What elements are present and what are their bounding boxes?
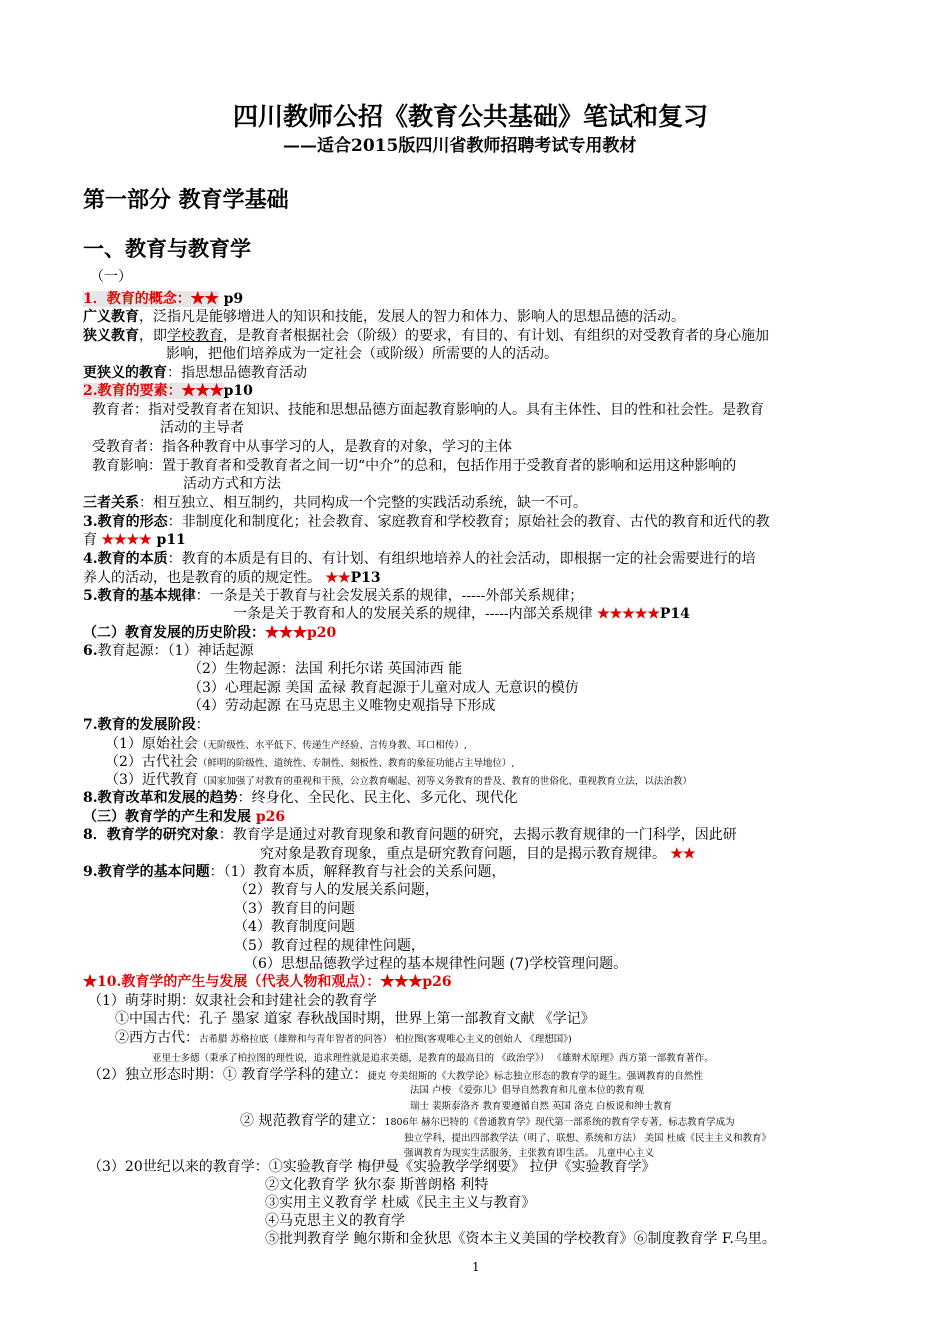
- item-8-research-line: [83, 826, 737, 844]
- stage-label: （1）原始社会: [105, 736, 198, 752]
- school-education-link[interactable]: 学校教育: [167, 328, 223, 344]
- definition-text: ：指思想品德教育活动: [167, 365, 307, 381]
- item-4-continued: [83, 569, 381, 587]
- dewey-note: 强调教育为现实生活服务，主张教育即生活。 儿童中心主义: [404, 1148, 655, 1159]
- term-label: 狭义教育: [83, 328, 139, 344]
- normative-pedagogy-line: [240, 1112, 735, 1132]
- definition-text: ：教育的本质是有目的、有计划、有组织地培养人的社会活动，即根据一定的社会需要进行的培: [167, 551, 756, 567]
- chapter-title: 一、教育与教育学: [83, 236, 251, 261]
- three-relations-line: [83, 494, 587, 512]
- item-label: 7.教育的发展阶段: [83, 717, 196, 733]
- continued-text: 养人的活动，也是教育的质的规定性。: [83, 570, 326, 586]
- star-rating: ★★: [190, 291, 219, 307]
- item-label: 3.教育的形态: [83, 514, 168, 530]
- sprout-period-line: （1）萌芽时期：奴隶社会和封建社会的教育学: [88, 993, 377, 1009]
- stage-label: （2）古代社会: [105, 754, 198, 770]
- definition-text: ，是教育者根据社会（阶级）的要求，有目的、有计划、有组织的对受教育者的身心施加: [223, 328, 769, 344]
- item-10-heading: [83, 973, 452, 991]
- ancient-west-line: [115, 1029, 572, 1049]
- definition-text: ：教育学是通过对教育现象和教育问题的研究，去揭示教育规律的一门科学，因此研: [218, 827, 737, 843]
- marxist-pedagogy-line: ④马克思主义的教育学: [265, 1213, 405, 1229]
- star-rating: ★★★★★: [597, 606, 660, 622]
- section-label: （二）教育发展的历史阶段：: [83, 625, 265, 641]
- stage-note: （无阶级性、水平低下、传递生产经验、言传身教、耳口相传）,: [197, 740, 467, 751]
- page-ref: p26: [422, 974, 452, 990]
- narrow-education-continued: 影响，把他们培养成为一定社会（或阶级）所需要的人的活动。: [166, 346, 558, 362]
- stage-modern: [105, 771, 692, 791]
- stage-primitive: [105, 735, 467, 755]
- item-label: 4.教育的本质: [83, 551, 168, 567]
- star-rating: ★★★: [265, 625, 307, 641]
- basic-question-5: （5）教育过程的规律性问题，: [234, 938, 425, 954]
- basic-question-2: （2）教育与人的发展关系问题，: [234, 882, 439, 898]
- herbart-note-continued: 独立学科，提出四部教学法（明了、联想、系统和方法） 美国 杜威《民主主义和教育》: [404, 1133, 772, 1144]
- item-2-heading: [83, 382, 253, 400]
- section-two-heading: [83, 624, 336, 642]
- page-ref: P13: [350, 570, 381, 586]
- text-prefix: ，即: [139, 328, 167, 344]
- definition-text: ：非制度化和制度化；社会教育、家庭教育和学校教育；原始社会的教育、古代的教育和近代的教: [167, 514, 770, 530]
- learner-definition: 受教育者：指各种教育中从事学习的人，是教育的对象，学习的主体: [92, 439, 512, 455]
- item-label: 9.教育学的基本问题: [83, 864, 210, 880]
- item-8-research-continued: [260, 845, 696, 863]
- item-9-line: [83, 863, 506, 881]
- rousseau-note: 法国 卢梭 《爱弥儿》倡导自然教育和儿童本位的教育观: [410, 1085, 645, 1096]
- star-rating: ★★: [325, 570, 351, 586]
- item-1-heading: [83, 290, 243, 308]
- page-number: 1: [472, 1260, 480, 1274]
- definition-text: ：一条是关于教育与社会发展关系的规律，-----外部关系规律；: [195, 588, 584, 604]
- item-6-line: [83, 642, 254, 660]
- ancient-china-line: ①中国古代：孔子 墨家 道家 春秋战国时期，世界上第一部教育文献 《学记》: [115, 1011, 595, 1027]
- definition-text: 教育起源：（1）神话起源: [97, 643, 254, 659]
- page-ref: p9: [218, 291, 244, 307]
- twentieth-century-line: （3）20世纪以来的教育学：①实验教育学 梅伊曼《实验教学学纲要》 拉伊《实验教育学》: [88, 1159, 656, 1175]
- stage-note: （鲜明的阶级性、道统性、专制性、刻板性、教育的象征功能占主导地位）,: [197, 758, 515, 769]
- pestalozzi-locke-note: 瑞士 裴斯泰洛齐 教育要遵循自然 英国 洛克 白板说和绅士教育: [410, 1101, 673, 1112]
- item-8-trends-line: [83, 789, 518, 807]
- ancient-west-label: ②西方古代：: [115, 1030, 199, 1046]
- star-rating: ★★★: [181, 383, 224, 399]
- item-label: 6.: [83, 643, 98, 659]
- page-ref: p11: [151, 532, 186, 548]
- item-label: 10.教育学的产生与发展（代表人物和观点）：: [97, 974, 381, 990]
- star-rating: ★★★★: [101, 532, 152, 548]
- continued-text: 究对象是教育现象，重点是研究教育问题，目的是揭示教育规律。: [260, 846, 671, 862]
- broad-education-line: [83, 308, 685, 326]
- section-three-heading: [83, 808, 285, 826]
- cultural-pedagogy-line: ②文化教育学 狄尔泰 斯普朗格 利特: [265, 1177, 489, 1193]
- comenius-note: 捷克 夸美纽斯的《大教学论》标志独立形态的教育学的诞生。强调教育的自然性: [367, 1071, 703, 1082]
- page-ref: P14: [659, 606, 690, 622]
- item-label: 2.教育的要素：: [83, 383, 182, 399]
- herbart-note: 1806年 赫尔巴特的《普通教育学》现代第一部系统的教育学专著，标志教育学成为: [384, 1117, 735, 1128]
- definition-text: ：相互独立、相互制约，共同构成一个完整的实践活动系统，缺一不可。: [139, 495, 587, 511]
- stage-label: （3）近代教育: [105, 772, 198, 788]
- section-one-heading: （一）: [90, 269, 132, 285]
- pragmatism-line: ③实用主义教育学 杜威《民主主义与教育》: [265, 1195, 536, 1211]
- page-ref: p10: [223, 383, 253, 399]
- item-label: 8.教育改革和发展的趋势: [83, 790, 238, 806]
- definition-text: ：（1）教育本质，解释教育与社会的关系问题，: [209, 864, 506, 880]
- educational-influence-continued: 活动方式和方法: [183, 476, 281, 492]
- origin-biological: （2）生物起源：法国 利托尔诺 英国沛西 能: [188, 661, 463, 677]
- item-5-continued: [233, 605, 690, 623]
- narrow-education-line: [83, 327, 769, 345]
- basic-question-3: （3）教育目的问题: [234, 901, 355, 917]
- star-icon: ★: [83, 974, 97, 990]
- item-5-line: [83, 587, 583, 605]
- term-label: 广义教育: [83, 309, 139, 325]
- educator-definition: 教育者：指对受教育者在知识、技能和思想品德方面起教育影响的人。具有主体性、目的性和社会性。是教育: [92, 402, 764, 418]
- definition-text: ，泛指凡是能够增进人的知识和技能，发展人的智力和体力、影响人的思想品德的活动。: [139, 309, 685, 325]
- item-7-line: [83, 716, 210, 734]
- section-label: （三）教育学的产生和发展: [83, 809, 251, 825]
- origin-psychological: （3）心理起源 美国 孟禄 教育起源于儿童对成人 无意识的模仿: [188, 680, 579, 696]
- star-rating: ★★★: [380, 974, 423, 990]
- educational-influence-definition: 教育影响：置于教育者和受教育者之间一切“中介”的总和，包括作用于受教育者的影响和运用这种影响的: [92, 458, 737, 474]
- educator-definition-continued: 活动的主导者: [160, 420, 244, 436]
- item-4-line: [83, 550, 756, 568]
- origin-labor: （4）劳动起源 在马克思主义唯物史观指导下形成: [188, 698, 496, 714]
- item-3-continued: [83, 531, 186, 549]
- ancient-west-note: 古希腊 苏格拉底（雄辩和与青年智者的问答） 柏拉图(客观唯心主义的创始人 《理想国》): [199, 1034, 572, 1045]
- aristotle-note: 亚里士多德（秉承了柏拉图的理性说，追求理性就是追求美德，是教育的最高目的 《政治学》） 《雄辩术原理》西方第一部教育著作。: [152, 1053, 714, 1064]
- item-label: 5.教育的基本规律: [83, 588, 196, 604]
- definition-text: ：终身化、全民化、民主化、多元化、现代化: [237, 790, 518, 806]
- page-ref: p20: [307, 625, 337, 641]
- part-title: 第一部分 教育学基础: [83, 187, 289, 213]
- basic-question-6-7: （6）思想品德教学过程的基本规律性问题 (7)学校管理问题。: [244, 956, 628, 972]
- continued-text: 育: [83, 532, 102, 548]
- continued-text: 一条是关于教育和人的发展关系的规律，-----内部关系规律: [233, 606, 598, 622]
- critical-pedagogy-line: ⑤批判教育学 鲍尔斯和金狄思《资本主义美国的学校教育》⑥制度教育学 F.乌里。: [265, 1231, 776, 1247]
- stage-ancient: [105, 753, 514, 773]
- document-title: 四川教师公招《教育公共基础》笔试和复习: [233, 102, 709, 131]
- item-label: 8．教育学的研究对象: [83, 827, 219, 843]
- document-subtitle: ——适合2015版四川省教师招聘考试专用教材: [283, 136, 637, 156]
- term-label: 三者关系: [83, 495, 139, 511]
- item-3-line: [83, 513, 770, 531]
- page-ref: p26: [251, 809, 286, 825]
- independent-period-label: （2）独立形态时期：① 教育学学科的建立：: [88, 1067, 368, 1083]
- narrower-education-line: [83, 364, 307, 382]
- definition-text: ：: [195, 717, 210, 733]
- term-label: 更狭义的教育: [83, 365, 167, 381]
- basic-question-4: （4）教育制度问题: [234, 919, 355, 935]
- item-label: 1．教育的概念：: [83, 291, 191, 307]
- stage-note: （国家加强了对教育的重视和干预，公立教育崛起、初等义务教育的普及、教育的世俗化、重视教育立法，以法治教）: [197, 776, 692, 787]
- normative-pedagogy-label: ② 规范教育学的建立：: [240, 1113, 385, 1129]
- star-rating: ★★: [670, 846, 696, 862]
